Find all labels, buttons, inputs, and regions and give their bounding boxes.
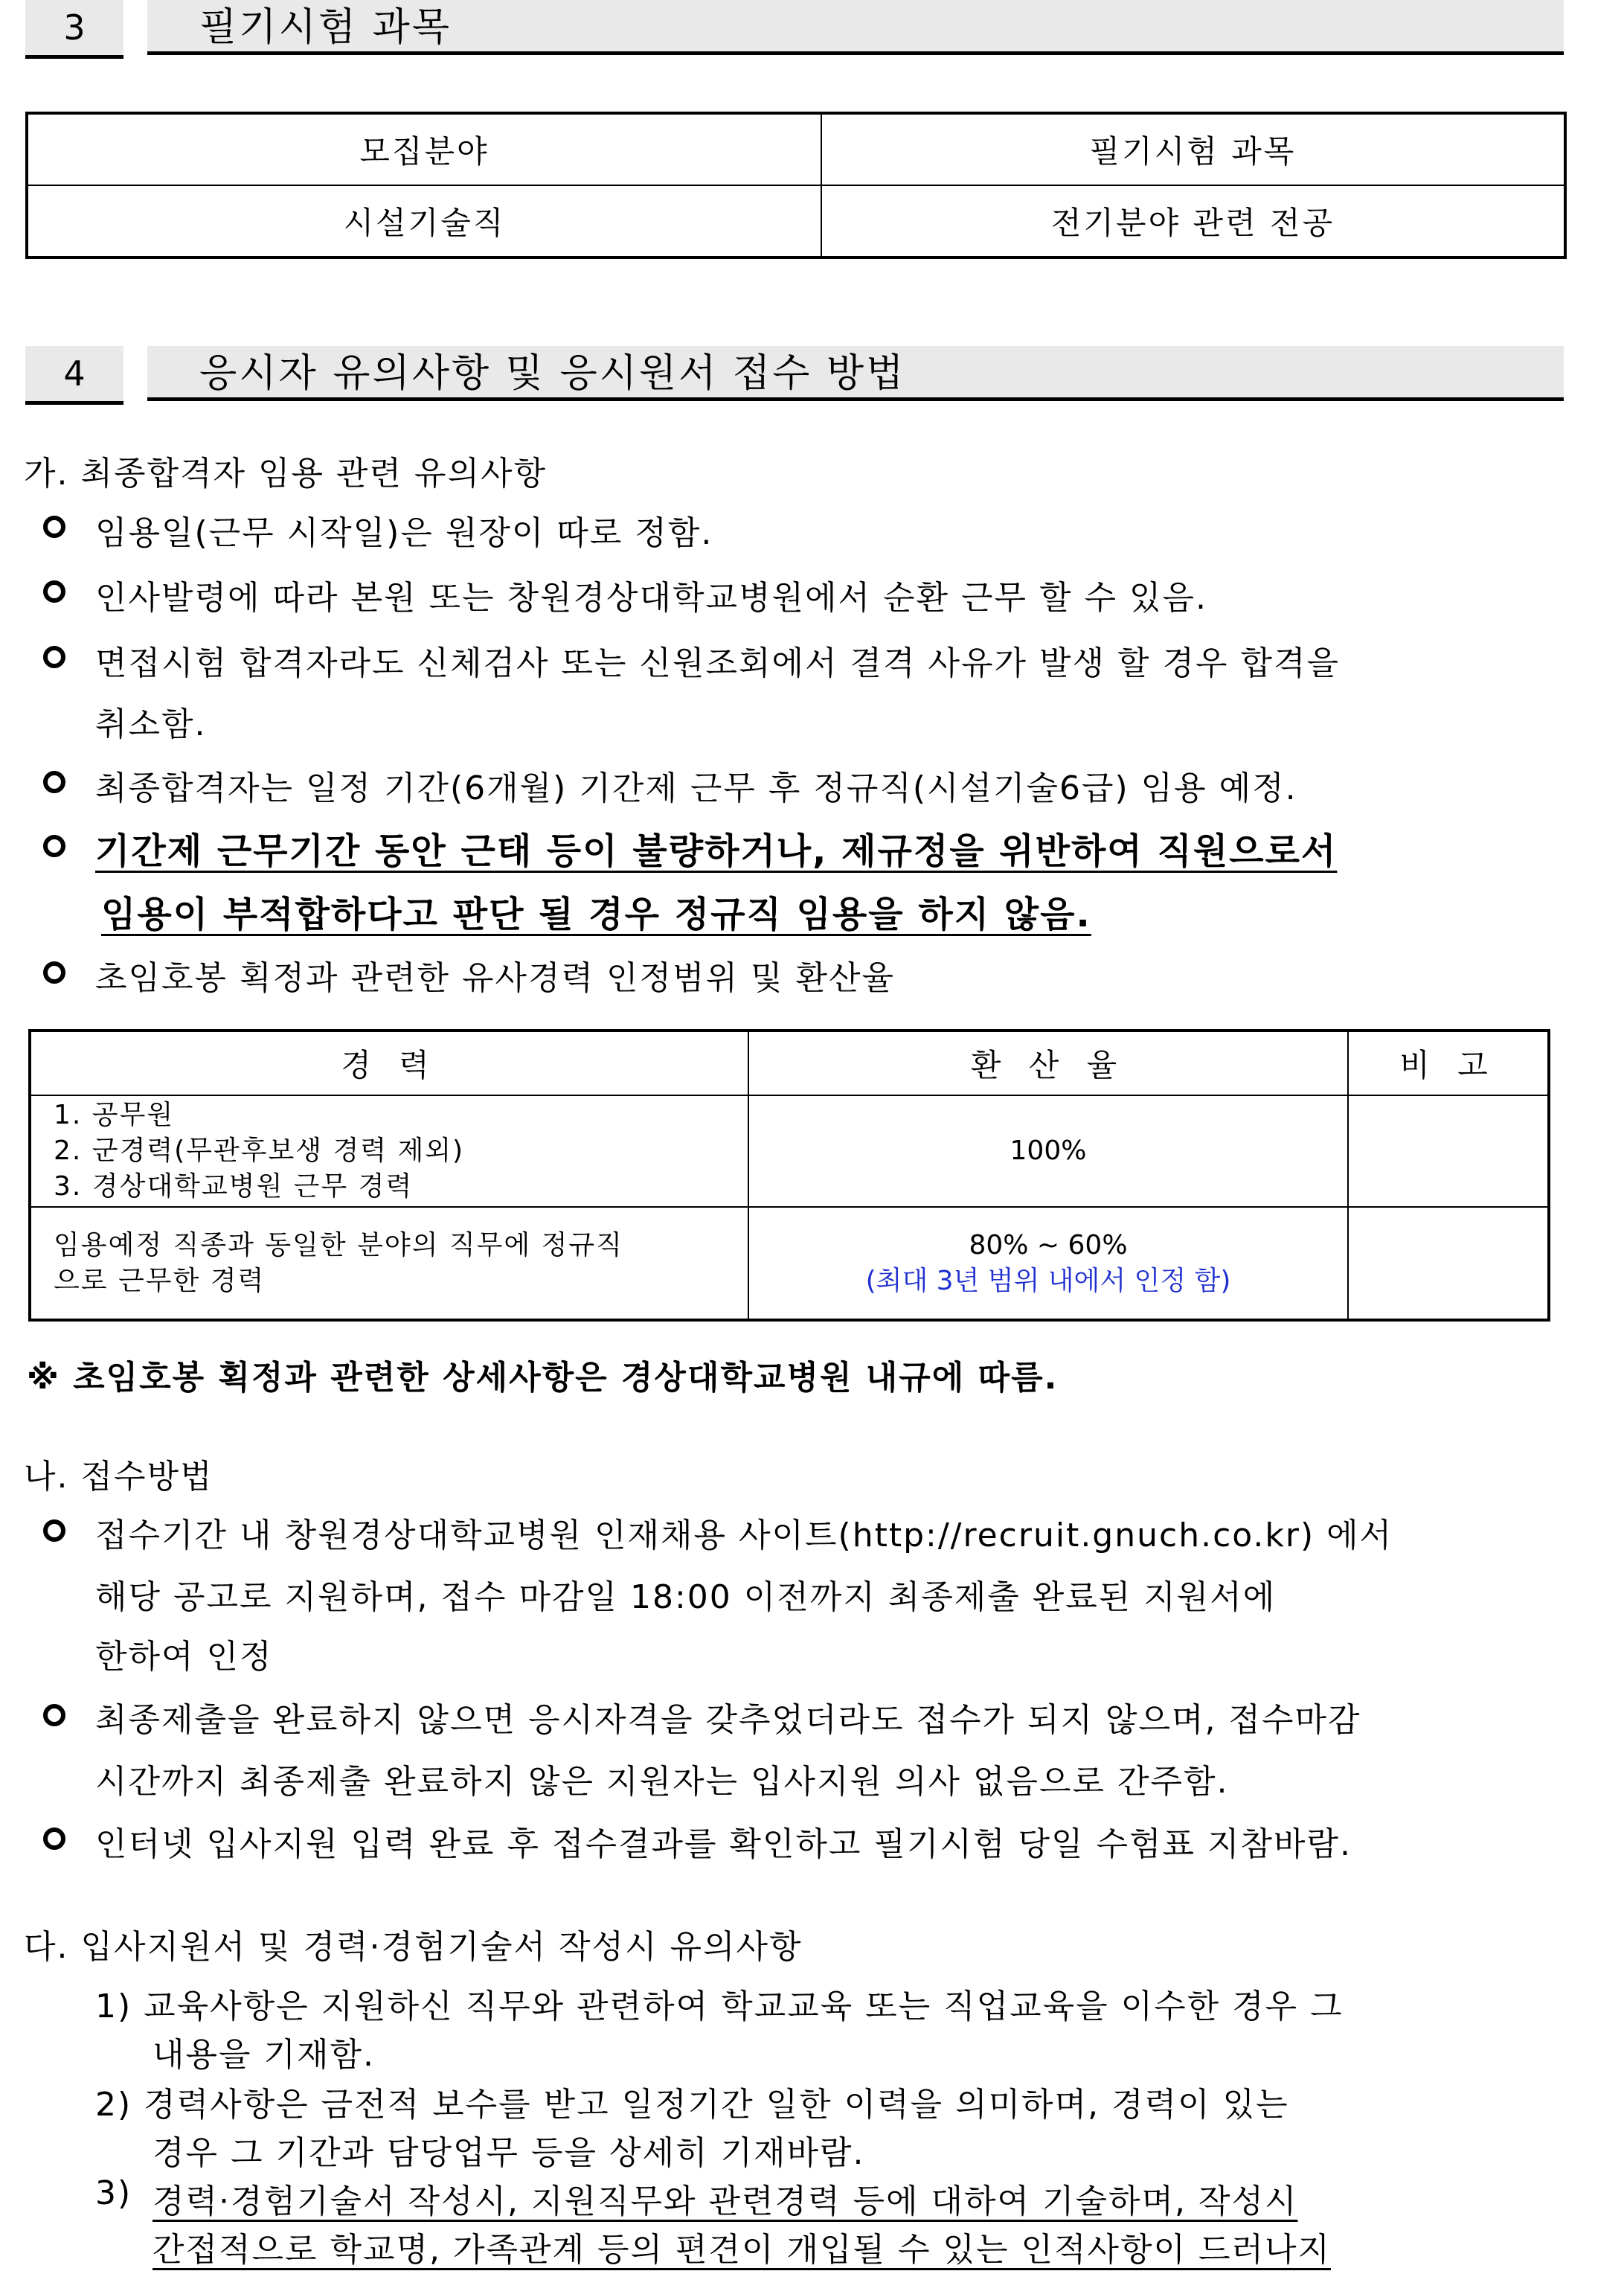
section-4-header: [25, 346, 1564, 407]
ga-heading: 가. 최종합격자 임용 관련 유의사항: [24, 455, 547, 493]
bullet-circle-icon: [43, 646, 65, 668]
ga-note: ※ 초임호봉 획정과 관련한 상세사항은 경상대학교병원 내규에 따름.: [27, 1359, 1059, 1397]
cell-remark-empty: [1348, 1207, 1549, 1320]
career-item: 1. 공무원: [54, 1100, 175, 1130]
section-3-header: [25, 0, 1564, 61]
bullet-circle-icon: [43, 1519, 65, 1542]
da-heading: 다. 입사지원서 및 경력·경험기술서 작성시 유의사항: [24, 1928, 803, 1966]
cell-career-related: [30, 1207, 748, 1320]
ga-bullet-5-line-1: 기간제 근무기간 동안 근태 등이 불량하거나, 제규정을 위반하여 직원으로서: [95, 830, 1338, 872]
ga-bullet-6: 초임호봉 획정과 관련한 유사경력 인정범위 및 환산율: [95, 959, 896, 997]
ga-bullet-5-line-2: 임용이 부적합하다고 판단 될 경우 정규직 임용을 하지 않음.: [101, 894, 1091, 935]
cell-remark-empty: [1348, 1095, 1549, 1207]
bullet-circle-icon: [43, 961, 65, 984]
written-exam-table: [25, 112, 1567, 259]
career-conversion-table: [28, 1029, 1550, 1322]
bullet-circle-icon: [43, 835, 65, 857]
section-3-number: 3: [25, 0, 123, 59]
da-item-3-number: 3): [95, 2174, 132, 2212]
bullet-circle-icon: [43, 516, 65, 538]
da-item-1-line-1: 1) 교육사항은 지원하신 직무와 관련하여 학교교육 또는 직업교육을 이수한 경우 그: [95, 1987, 1344, 2025]
cell-career-list: [30, 1095, 748, 1207]
section-4-number: 4: [25, 346, 123, 405]
career-item: 2. 군경력(무관후보생 경력 제외): [54, 1136, 465, 1166]
career-related-line-1: 임용예정 직종과 동일한 분야의 직무에 정규직: [54, 1229, 623, 1261]
ga-bullet-4: 최종합격자는 일정 기간(6개월) 기간제 근무 후 정규직(시설기술6급) 임용 예정.: [95, 769, 1297, 807]
ga-bullet-3-line-2: 취소함.: [95, 705, 207, 743]
na-bullet-2-line-1: 최종제출을 완료하지 않으면 응시자격을 갖추었더라도 접수가 되지 않으며, 접수마감: [95, 1701, 1361, 1739]
section-4-title: 응시자 유의사항 및 응시원서 접수 방법: [147, 346, 1564, 401]
table-row: [27, 185, 1565, 257]
bullet-circle-icon: [43, 771, 65, 793]
bullet-circle-icon: [43, 1704, 65, 1726]
na-bullet-1-line-2: 해당 공고로 지원하며, 접수 마감일 18:00 이전까지 최종제출 완료된 지원서에: [95, 1578, 1277, 1616]
cell-field: 시설기술직: [27, 185, 821, 257]
ga-bullet-2: 인사발령에 따라 본원 또는 창원경상대학교병원에서 순환 근무 할 수 있음.: [95, 579, 1207, 617]
table-row: [30, 1207, 1549, 1320]
da-item-1-line-2: 내용을 기재함.: [153, 2036, 375, 2074]
bullet-circle-icon: [43, 1828, 65, 1850]
header-subject: 필기시험 과목: [821, 113, 1565, 185]
career-item: 3. 경상대학교병원 근무 경력: [54, 1171, 414, 1202]
ga-bullet-3-line-1: 면접시험 합격자라도 신체검사 또는 신원조회에서 결격 사유가 발생 할 경우 합격을: [95, 644, 1340, 682]
career-related-line-2: 으로 근무한 경력: [54, 1265, 266, 1296]
section-3-title: 필기시험 과목: [147, 0, 1564, 55]
da-item-3-line-1: 경력·경험기술서 작성시, 지원직무와 관련경력 등에 대하여 기술하며, 작성시: [153, 2182, 1298, 2220]
cell-rate-100: 100%: [748, 1095, 1348, 1207]
na-bullet-2-line-2: 시간까지 최종제출 완료하지 않은 지원자는 입사지원 의사 없음으로 간주함.: [95, 1763, 1229, 1801]
bullet-circle-icon: [43, 580, 65, 603]
da-item-2-line-1: 2) 경력사항은 금전적 보수를 받고 일정기간 일한 이력을 의미하며, 경력이 있는: [95, 2086, 1289, 2124]
header-field: 모집분야: [27, 113, 821, 185]
table-header-row: [30, 1031, 1549, 1095]
header-rate: 환 산 율: [748, 1031, 1348, 1095]
rate-note: (최대 3년 범위 내에서 인정 함): [865, 1265, 1231, 1296]
na-bullet-1-line-1: 접수기간 내 창원경상대학교병원 인재채용 사이트(http://recruit.gnuch.co.kr) 에서: [95, 1516, 1393, 1554]
rate-range: 80% ~ 60%: [969, 1229, 1128, 1261]
ga-bullet-1: 임용일(근무 시작일)은 원장이 따로 정함.: [95, 514, 713, 552]
table-row: [30, 1095, 1549, 1207]
na-bullet-3: 인터넷 입사지원 입력 완료 후 접수결과를 확인하고 필기시험 당일 수험표 지참바람.: [95, 1825, 1352, 1863]
da-item-3-line-2: 간접적으로 학교명, 가족관계 등의 편견이 개입될 수 있는 인적사항이 드러나지: [153, 2231, 1331, 2269]
cell-subject: 전기분야 관련 전공: [821, 185, 1565, 257]
table-header-row: [27, 113, 1565, 185]
na-heading: 나. 접수방법: [24, 1458, 214, 1496]
cell-rate-range: [748, 1207, 1348, 1320]
da-item-2-line-2: 경우 그 기간과 담당업무 등을 상세히 기재바람.: [153, 2134, 865, 2172]
header-remark: 비 고: [1348, 1031, 1549, 1095]
na-bullet-1-line-3: 한하여 인정: [95, 1638, 273, 1676]
header-career: 경 력: [30, 1031, 748, 1095]
